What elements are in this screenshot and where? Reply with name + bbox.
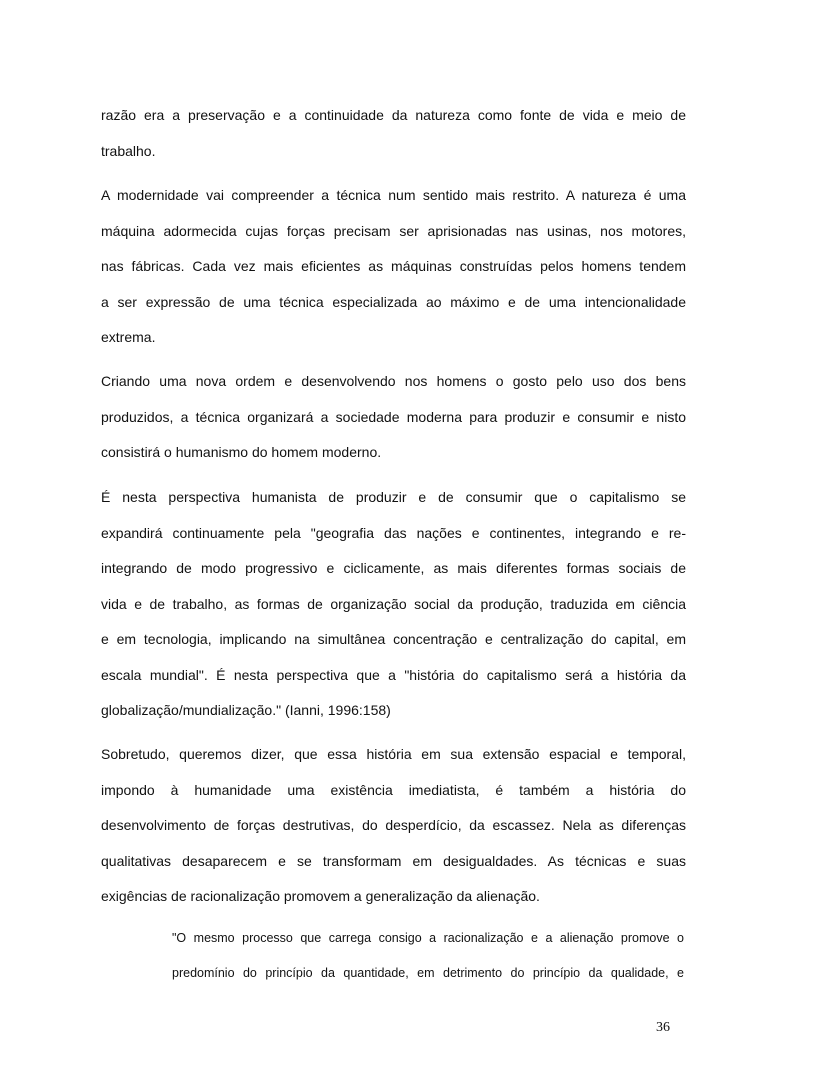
text-line: desenvolvimento de forças destrutivas, do desperdício, da escassez. Nela as diferenças <box>101 817 686 833</box>
text-line: globalização/mundialização." (Ianni, 1996:158) <box>101 702 391 718</box>
quote-line: "O mesmo processo que carrega consigo a racionalização e a alienação promove o <box>172 931 684 945</box>
text-line: exigências de racionalização promovem a generalização da alienação. <box>101 888 540 904</box>
text-line: impondo à humanidade uma existência imediatista, é também a história do <box>101 781 686 798</box>
text-line: qualitativas desaparecem e se transformam em desigualdades. As técnicas e suas <box>101 852 686 869</box>
quote-line: predomínio do princípio da quantidade, em detrimento do princípio da qualidade, e <box>172 966 684 980</box>
paragraph-4 <box>101 480 686 729</box>
paragraph-5 <box>101 737 686 915</box>
text-line: Sobretudo, queremos dizer, que essa história em sua extensão espacial e temporal, <box>101 746 686 762</box>
paragraph-3 <box>101 364 686 471</box>
text-line: extrema. <box>101 329 156 345</box>
text-line: escala mundial". É nesta perspectiva que a "história do capitalismo será a história da <box>101 666 686 683</box>
text-line: e em tecnologia, implicando na simultânea concentração e centralização do capital, em <box>101 631 686 647</box>
text-line: razão era a preservação e a continuidade da natureza como fonte de vida e meio de <box>101 107 686 123</box>
paragraph-1 <box>101 98 686 169</box>
text-line: A modernidade vai compreender a técnica num sentido mais restrito. A natureza é uma <box>101 187 686 203</box>
page-number: 36 <box>656 1020 670 1035</box>
block-quote <box>172 921 684 991</box>
text-line: vida e de trabalho, as formas de organização social da produção, traduzida em ciência <box>101 595 686 612</box>
text-line: máquina adormecida cujas forças precisam ser aprisionadas nas usinas, nos motores, <box>101 222 686 239</box>
text-line: produzidos, a técnica organizará a sociedade moderna para produzir e consumir e nisto <box>101 408 686 425</box>
text-line: consistirá o humanismo do homem moderno. <box>101 444 382 460</box>
text-line: trabalho. <box>101 142 156 159</box>
text-line: nas fábricas. Cada vez mais eficientes as máquinas construídas pelos homens tendem <box>101 258 686 274</box>
text-line: É nesta perspectiva humanista de produzir e de consumir que o capitalismo se <box>101 489 686 505</box>
text-line: expandirá continuamente pela "geografia das nações e continentes, integrando e re- <box>101 524 686 541</box>
text-line: a ser expressão de uma técnica especializada ao máximo e de uma intencionalidade <box>101 293 686 310</box>
text-line: integrando de modo progressivo e ciclicamente, as mais diferentes formas sociais de <box>101 560 686 576</box>
text-line: Criando uma nova ordem e desenvolvendo nos homens o gosto pelo uso dos bens <box>101 373 686 389</box>
paragraph-2 <box>101 178 686 356</box>
